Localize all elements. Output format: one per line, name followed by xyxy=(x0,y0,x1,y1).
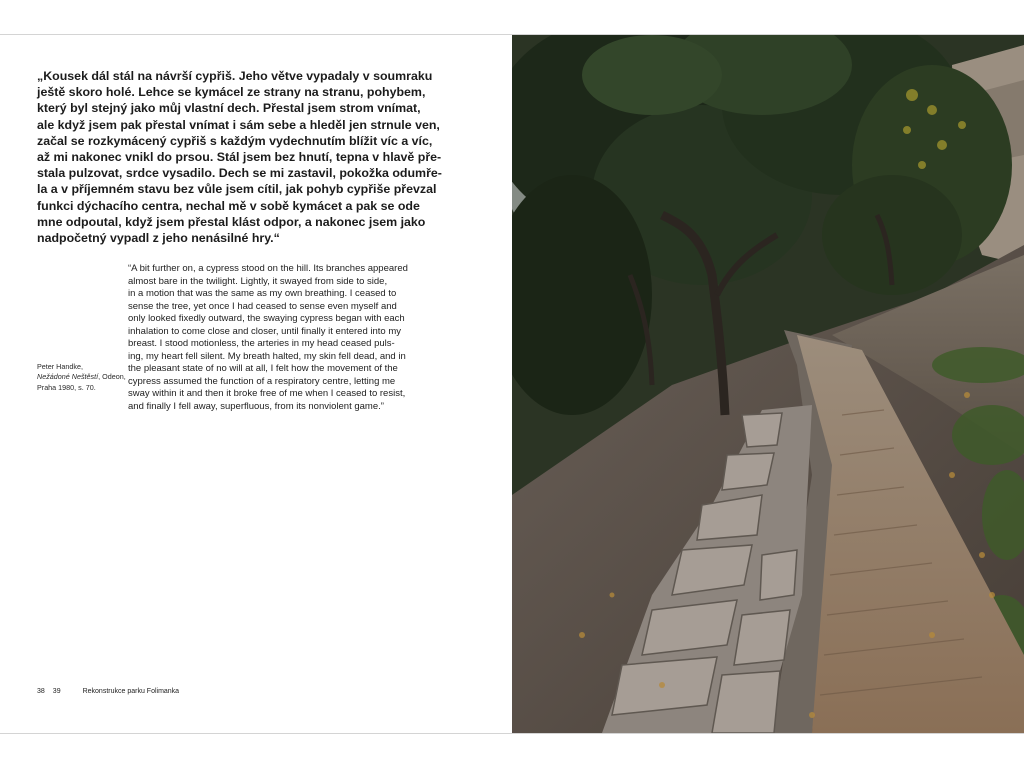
source-publisher: , Odeon, xyxy=(98,372,126,382)
running-title: Rekonstrukce parku Folimanka xyxy=(82,688,180,695)
czech-quote-line: který byl stejný jako můj vlastní dech. Přestal jsem strom vnímat, xyxy=(37,101,421,116)
czech-quote xyxy=(37,68,457,246)
czech-quote-line: ale když jsem pak přestal vnímat i sám sebe a hleděl jen strnule ven, xyxy=(37,117,440,132)
english-quote-line: the pleasant state of no will at all, I felt how the movement of the xyxy=(128,363,398,374)
folio xyxy=(37,688,187,695)
english-quote-line: ing, my heart fell silent. My breath halted, my skin fell dead, and in xyxy=(128,350,406,362)
english-quote-line: inhalation to come close and closer, until finally it entered into my xyxy=(128,325,402,337)
source-title-pre: Nežádoné xyxy=(37,372,72,382)
photo-page xyxy=(512,35,1024,733)
source-place-page: Praha 1980, s. 70. xyxy=(37,382,96,392)
czech-quote-line: stala pulzovat, srdce vysadilo. Dech se mi zastavil, pokožka odumře- xyxy=(37,166,442,181)
left-page xyxy=(0,35,512,733)
english-quote xyxy=(128,263,440,413)
page-number-right: 39 xyxy=(52,688,61,695)
english-quote-line: only looked fixedly outward, the swaying cypress began with each xyxy=(128,313,405,324)
czech-quote-line: la a v příjemném stavu bez vůle jsem cítil, jak pohyb cypřiše převzal xyxy=(37,182,437,197)
english-quote-line: “A bit further on, a cypress stood on the hill. Its branches appeared xyxy=(128,263,408,274)
czech-quote-line: začal se rozkymácený cypřiš s každým vydechnutím blížit víc a víc, xyxy=(37,133,433,148)
park-photo xyxy=(512,35,1024,733)
source-note xyxy=(37,362,127,393)
english-quote-line: and finally I fell away, superfluous, from its nonviolent game.” xyxy=(128,400,384,412)
page-number-left: 38 xyxy=(37,688,45,695)
english-quote-line: sway within it and then it broke free of me when I ceased to resist, xyxy=(128,388,406,399)
english-quote-line: breast. I stood motionless, the arteries in my head ceased puls- xyxy=(128,338,395,349)
spread-bottom-border xyxy=(0,733,1024,734)
czech-quote-line: až mi nakonec vnikl do prsou. Stál jsem bez hnutí, tepna v hlavě pře- xyxy=(37,150,442,165)
english-quote-line: cypress assumed the function of a respiratory centre, letting me xyxy=(128,375,396,387)
czech-quote-line: funkci dýchacího centra, nechal mě v sobě kymácet a pak se ode xyxy=(37,198,420,213)
czech-quote-line: nadpočetný vypadl z jeho nenásilné hry.“ xyxy=(37,231,280,246)
english-quote-line: almost bare in the twilight. Lightly, it swayed from side to side, xyxy=(128,275,388,287)
source-title: Neštěstí xyxy=(71,372,99,382)
czech-quote-line: ještě skoro holé. Lehce se kymácel ze strany na stranu, pohybem, xyxy=(37,85,426,100)
english-quote-line: sense the tree, yet once I had ceased to sense even myself and xyxy=(128,300,397,312)
czech-quote-line: „Kousek dál stál na návrší cypřiš. Jeho větve vypadaly v soumraku xyxy=(37,69,433,83)
czech-quote-line: mne odpoutal, když jsem přestal klást odpor, a nakonec jsem jako xyxy=(37,214,426,229)
english-quote-line: in a motion that was the same as my own breathing. I ceased to xyxy=(128,288,397,299)
source-book xyxy=(37,372,127,382)
source-author: Peter Handke, xyxy=(37,362,83,371)
